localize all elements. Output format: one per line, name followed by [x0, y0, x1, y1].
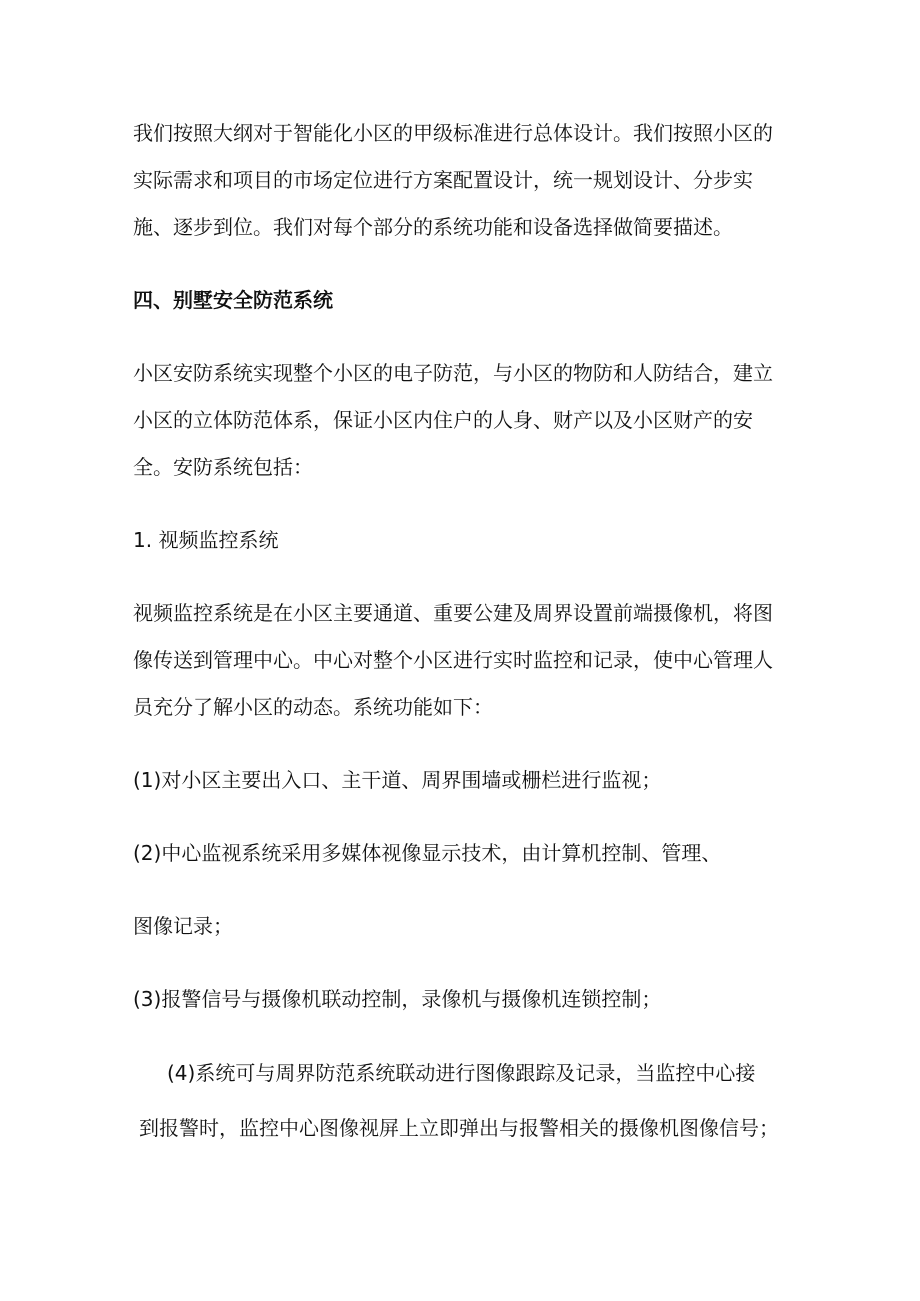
list-item-4: (4)系统可与周界防范系统联动进行图像跟踪及记录，当监控中心接 [167, 1061, 756, 1085]
paragraph-1-line-2: 实际需求和项目的市场定位进行方案配置设计，统一规划设计、分步实 [133, 168, 753, 192]
paragraph-2-line-3: 全。安防系统包括： [133, 455, 313, 479]
paragraph-2-line-2: 小区的立体防范体系，保证小区内住户的人身、财产以及小区财产的安 [133, 408, 753, 432]
subsection-heading: 1. 视频监控系统 [133, 528, 279, 552]
list-item-4-continuation: 到报警时，监控中心图像视屏上立即弹出与报警相关的摄像机图像信号； [139, 1116, 779, 1140]
list-item-3: (3)报警信号与摄像机联动控制，录像机与摄像机连锁控制； [133, 987, 662, 1011]
section-heading: 四、别墅安全防范系统 [133, 288, 333, 312]
list-item-2-continuation: 图像记录； [133, 914, 233, 938]
paragraph-1-line-3: 施、逐步到位。我们对每个部分的系统功能和设备选择做简要描述。 [133, 215, 733, 239]
list-item-2: (2)中心监视系统采用多媒体视像显示技术，由计算机控制、管理、 [133, 841, 722, 865]
paragraph-2-line-1: 小区安防系统实现整个小区的电子防范，与小区的物防和人防结合，建立 [133, 361, 773, 385]
list-item-1: (1)对小区主要出入口、主干道、周界围墙或栅栏进行监视； [133, 768, 662, 792]
paragraph-3-line-1: 视频监控系统是在小区主要通道、重要公建及周界设置前端摄像机，将图 [133, 601, 773, 625]
paragraph-3-line-2: 像传送到管理中心。中心对整个小区进行实时监控和记录，使中心管理人 [133, 648, 773, 672]
paragraph-1-line-1: 我们按照大纲对于智能化小区的甲级标准进行总体设计。我们按照小区的 [133, 121, 773, 145]
paragraph-3-line-3: 员充分了解小区的动态。系统功能如下： [133, 695, 493, 719]
